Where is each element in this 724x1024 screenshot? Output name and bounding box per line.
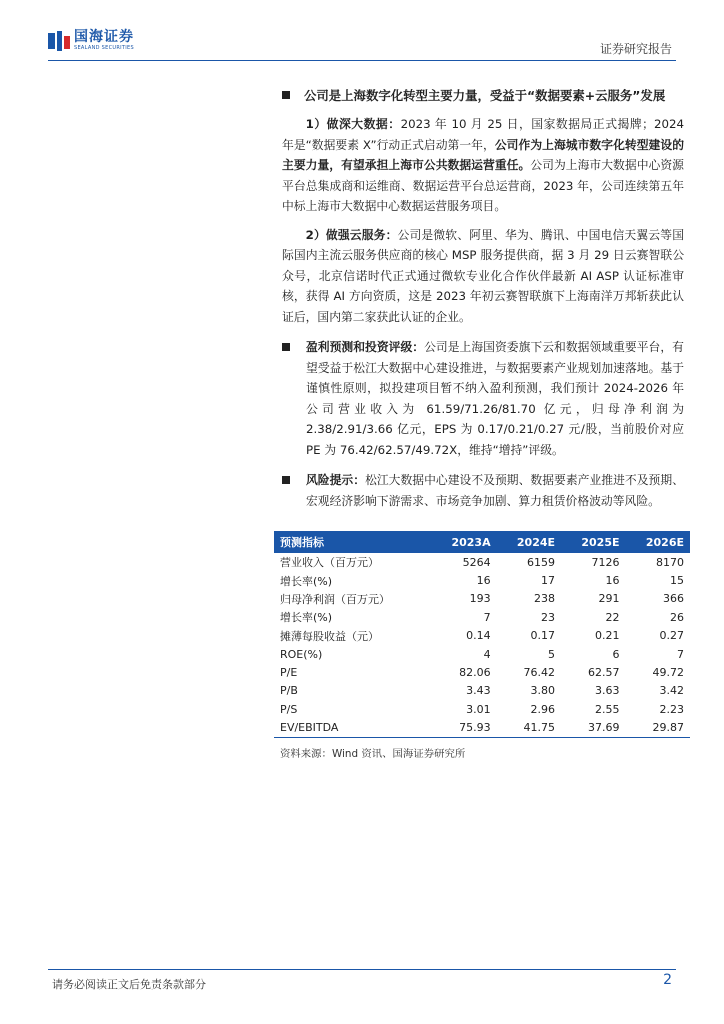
- paragraph-forecast-rating: 盈利预测和投资评级：公司是上海国资委旗下云和数据领域重要平台，有望受益于松江大数据中心建设推进，与数据要素产业规划加速落地。基于谨慎性原则，拟投建项目暂不纳入盈利预测，我们预计 2024-2026 年公司营业收入为 61.59/71.26/81.70 亿元，归母净利润为 2.38/2.91/3.66 亿元，EPS 为 0.17/0.21/0.27 元/股，当前股价对应 PE 为 76.42/62.57/49.72X，维持“增持”评级。: [282, 337, 684, 460]
- table-cell: 23: [541, 610, 556, 624]
- table-cell: 摊薄每股收益（元）: [280, 629, 379, 643]
- table-header-cell: 2026E: [626, 531, 691, 553]
- table-cell: 37.69: [561, 719, 625, 738]
- logo-mark-icon: [48, 31, 70, 51]
- table-cell: ROE(%): [280, 647, 323, 661]
- company-logo: [48, 30, 134, 51]
- table-cell: 7: [483, 610, 491, 624]
- table-row: [274, 663, 690, 681]
- table-header-cell: 2024E: [497, 531, 561, 553]
- square-bullet-icon: [282, 91, 290, 99]
- table-cell: 49.72: [652, 666, 684, 680]
- table-cell: 0.17: [530, 629, 556, 643]
- table-cell: 76.42: [523, 666, 556, 680]
- table-cell: 3.80: [530, 684, 556, 698]
- table-cell: 6: [612, 647, 620, 661]
- paragraph-risk: 风险提示：松江大数据中心建设不及预期、数据要素产业推进不及预期、宏观经济影响下游需求、市场竞争加剧、算力租赁价格波动等风险。: [282, 470, 684, 511]
- table-row: [274, 608, 690, 626]
- table-cell: 5: [548, 647, 556, 661]
- table-cell: 0.27: [659, 629, 684, 643]
- report-type-label: 证券研究报告: [599, 42, 672, 56]
- table-cell: 17: [541, 574, 556, 588]
- table-cell: P/E: [280, 666, 298, 680]
- table-cell: 2.55: [595, 702, 620, 716]
- table-header-row: [274, 531, 690, 553]
- table-cell: P/S: [280, 702, 298, 716]
- table-cell: 82.06: [459, 666, 491, 680]
- table-row: [274, 645, 690, 663]
- table-cell: 26: [670, 610, 684, 624]
- table-cell: 16: [476, 574, 491, 588]
- table-cell: 291: [598, 592, 620, 606]
- table-cell: 22: [605, 610, 620, 624]
- table-cell: 29.87: [626, 719, 691, 738]
- table-header-cell: 预测指标: [274, 531, 431, 553]
- table-cell: 营业收入（百万元）: [280, 556, 379, 570]
- table-cell: 4: [483, 647, 491, 661]
- logo-name-cn: 国海证券: [74, 29, 134, 45]
- table-cell: 7: [677, 647, 684, 661]
- square-bullet-icon: [282, 343, 290, 351]
- table-row: [274, 627, 690, 645]
- table-row: [274, 682, 690, 700]
- table-cell: 0.21: [595, 629, 620, 643]
- table-cell: 6159: [527, 555, 556, 569]
- paragraph-big-data: 1）做深大数据：2023 年 10 月 25 日，国家数据局正式揭牌；2024 年是“数据要素 X”行动正式启动第一年，公司作为上海城市数字化转型建设的主要力量，有望承担上海市公共数据运营重任。公司为上海市大数据中心资源平台总集成商和运维商、数据运营平台总运营商，2023 年，公司连续第五年中标上海市大数据中心数据运营服务项目。: [282, 117, 684, 213]
- table-cell: 3.43: [466, 684, 491, 698]
- forecast-table: [274, 531, 690, 738]
- footer-divider: [48, 969, 676, 970]
- table-cell: 3.42: [659, 684, 684, 698]
- table-row: [274, 590, 690, 608]
- table-cell: P/B: [280, 684, 298, 698]
- table-cell: 62.57: [588, 666, 620, 680]
- table-cell: 238: [534, 592, 556, 606]
- table-cell: 15: [670, 574, 684, 588]
- table-cell: EV/EBITDA: [274, 719, 431, 738]
- section-heading: 公司是上海数字化转型主要力量，受益于“数据要素+云服务”发展: [282, 86, 684, 106]
- table-cell: 0.14: [466, 629, 491, 643]
- main-content: [282, 86, 684, 521]
- table-row: [274, 719, 690, 738]
- table-cell: 366: [663, 592, 684, 606]
- table-cell: 增长率(%): [280, 574, 333, 588]
- table-cell: 归母净利润（百万元）: [280, 592, 390, 606]
- paragraph-cloud-service: 2）做强云服务：公司是微软、阿里、华为、腾讯、中国电信天翼云等国际国内主流云服务供应商的核心 MSP 服务提供商，据 3 月 29 日云赛智联公众号，北京信诺时代正式通过微软专业化合作伙伴最新 AI ASP 认证标准审核，获得 AI 方向资质，这是 2023 年初云赛智联旗下上海南洋万邦斩获此认证后，国内第二家获此认证的企业。: [282, 227, 684, 324]
- table-row: [274, 571, 690, 589]
- table-cell: 16: [605, 574, 620, 588]
- table-cell: 193: [469, 592, 491, 606]
- table-cell: 2.23: [659, 702, 684, 716]
- table-cell: 41.75: [497, 719, 561, 738]
- square-bullet-icon: [282, 476, 290, 484]
- table-cell: 7126: [591, 555, 620, 569]
- table-row: [274, 553, 690, 571]
- table-header-cell: 2023A: [431, 531, 497, 553]
- table-header-cell: 2025E: [561, 531, 625, 553]
- table-cell: 75.93: [431, 719, 497, 738]
- table-source-note: 资料来源：Wind 资讯、国海证券研究所: [280, 748, 466, 760]
- table-cell: 2.96: [530, 702, 556, 716]
- table-cell: 3.01: [466, 702, 491, 716]
- table-cell: 8170: [656, 555, 684, 569]
- table-cell: 增长率(%): [280, 611, 333, 625]
- header-divider: [48, 60, 676, 61]
- footer-disclaimer: 请务必阅读正文后免责条款部分: [52, 978, 206, 991]
- table-cell: 5264: [462, 555, 491, 569]
- page-number: 2: [663, 972, 672, 988]
- logo-name-en: SEALAND SECURITIES: [74, 45, 134, 51]
- table-cell: 3.63: [595, 684, 620, 698]
- table-row: [274, 700, 690, 718]
